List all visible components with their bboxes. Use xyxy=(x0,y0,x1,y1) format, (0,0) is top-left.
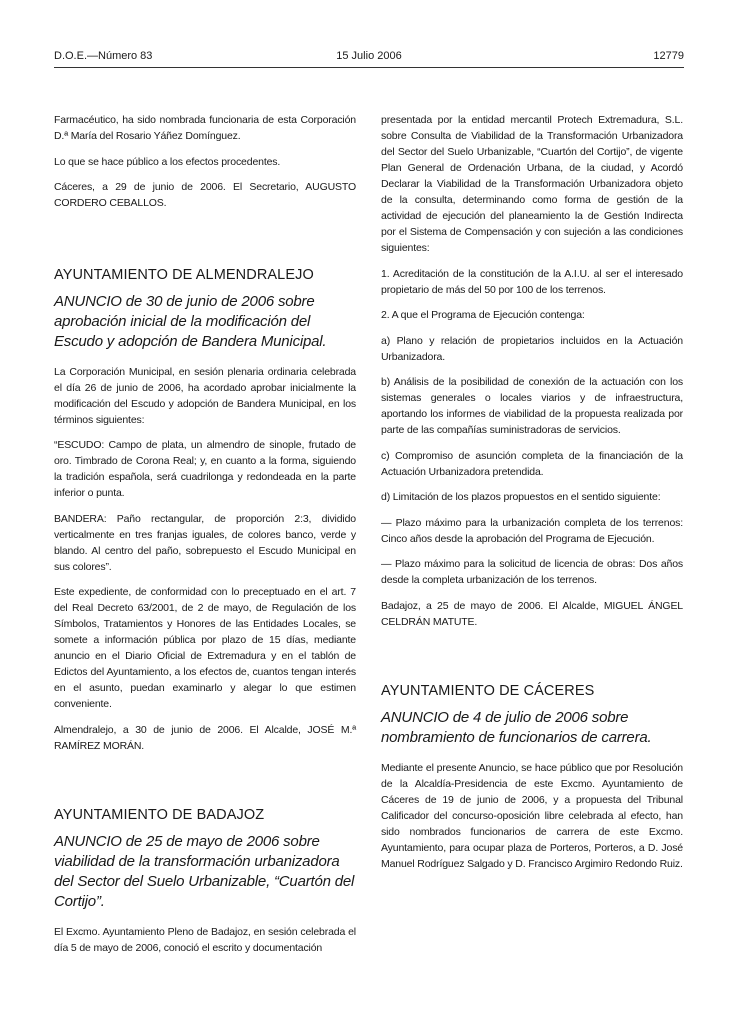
section-heading-badajoz: AYUNTAMIENTO DE BADAJOZ xyxy=(54,807,265,823)
section-heading-almendralejo: AYUNTAMIENTO DE ALMENDRALEJO xyxy=(54,266,314,283)
paragraph: Mediante el presente Anuncio, se hace público que por Resolución de la Alcaldía-Presidencia de este Excmo. Ayuntamiento de Cáceres de 19 de junio de 2006, y a propuesta del Tribunal Calificador del concurso-oposición libre celebrada al efecto, han sido nombrados funcionarios de carrera de este Excmo. Ayuntamiento, para ocupar plaza de Porteros, Porteros, a D. José Manuel Rodríguez Salgado y D. Francisco Argimiro Redondo Ruiz. xyxy=(381,762,683,870)
journal-issue: D.O.E.—Número 83 xyxy=(54,50,153,62)
paragraph: El Excmo. Ayuntamiento Pleno de Badajoz, en sesión celebrada el día 5 de mayo de 2006, conoció el escrito y documentación xyxy=(54,926,356,954)
list-item: c) Compromiso de asunción completa de la financiación de la Actuación Urbanizadora pretendida. xyxy=(381,449,683,478)
signature-paragraph: Badajoz, a 25 de mayo de 2006. El Alcalde, MIGUEL ÁNGEL CELDRÁN MATUTE. xyxy=(381,599,683,628)
announcement-title-badajoz: ANUNCIO de 25 de mayo de 2006 sobre viabilidad de la transformación urbanizadora del Sector del Suelo Urbanizable, “Cuartón del Cortijo”. xyxy=(54,833,355,910)
paragraph: La Corporación Municipal, en sesión plenaria ordinaria celebrada el día 26 de junio de 2006, ha acordado aprobar inicialmente la modificación del Escudo y adopción de Bandera Municipal, en los términos siguientes: xyxy=(54,365,356,426)
list-item: b) Análisis de la posibilidad de conexión de la actuación con los sistemas generales o locales viarios y de infraestructura, aportando los informes de viabilidad de la propuesta realizada por parte de las compañías suministradoras de servicios. xyxy=(381,376,683,436)
page-header xyxy=(54,50,684,66)
signature-paragraph: Almendralejo, a 30 de junio de 2006. El Alcalde, JOSÉ M.ª RAMÍREZ MORÁN. xyxy=(54,723,356,752)
paragraph: presentada por la entidad mercantil Protech Extremadura, S.L. sobre Consulta de Viabilidad de la Transformación Urbanizadora del Sector del Suelo Urbanizable, “Cuartón del Cortijo”, de vigente Plan General de Ordenación Urbana, de la ciudad, y Acordó Declarar la Viabilidad de la Transformación Urbanizadora objeto de la consulta, determinando como forma de gestión de la actividad de ejecución del planeamiento la de Gestión Indirecta por el Sistema de Compensación y con sujeción a las condiciones siguientes: xyxy=(381,114,683,254)
paragraph: “ESCUDO: Campo de plata, un almendro de sinople, frutado de oro. Timbrado de Corona Real; y, en cuanto a la forma, siguiendo la tradición española, será cuadrilonga y redondeada en la parte inferior o punta. xyxy=(54,439,356,499)
section-heading-caceres: AYUNTAMIENTO DE CÁCERES xyxy=(381,683,595,699)
list-item: d) Limitación de los plazos propuestos en el sentido siguiente: xyxy=(381,491,661,503)
header-divider xyxy=(54,67,684,68)
left-column xyxy=(54,112,356,966)
right-column xyxy=(381,112,683,882)
list-item: a) Plano y relación de propietarios incluidos en la Actuación Urbanizadora. xyxy=(381,334,683,363)
signature-paragraph: Cáceres, a 29 de junio de 2006. El Secretario, AUGUSTO CORDERO CEBALLOS. xyxy=(54,181,356,209)
publication-date: 15 Julio 2006 xyxy=(336,50,402,62)
paragraph: Farmacéutico, ha sido nombrada funcionaria de esta Corporación D.ª María del Rosario Yáñez Domínguez. xyxy=(54,114,356,142)
paragraph: 2. A que el Programa de Ejecución contenga: xyxy=(381,309,585,321)
announcement-title-almendralejo: ANUNCIO de 30 de junio de 2006 sobre aprobación inicial de la modificación del Escudo y adopción de Bandera Municipal. xyxy=(54,292,327,350)
paragraph: 1. Acreditación de la constitución de la A.I.U. al ser el interesado propietario de más del 50 por 100 de los terrenos. xyxy=(381,267,683,296)
announcement-title-caceres: ANUNCIO de 4 de julio de 2006 sobre nombramiento de funcionarios de carrera. xyxy=(381,709,652,746)
list-item: — Plazo máximo para la urbanización completa de los terrenos: Cinco años desde la aprobación del Programa de Ejecución. xyxy=(381,516,683,545)
paragraph: BANDERA: Paño rectangular, de proporción 2:3, dividido verticalmente en tres franjas iguales, de colores banco, verde y blando. Al centro del paño, sobrepuesto el Escudo Municipal en sus colores”. xyxy=(54,512,356,573)
list-item: — Plazo máximo para la solicitud de licencia de obras: Dos años desde la completa urbanización de los terrenos. xyxy=(381,558,683,586)
paragraph: Lo que se hace público a los efectos procedentes. xyxy=(54,155,281,168)
paragraph: Este expediente, de conformidad con lo preceptuado en el art. 7 del Real Decreto 63/2001, de 2 de mayo, de Regulación de los Símbolos, Tratamientos y Honores de las Entidades Locales, se somete a información pública por plazo de 15 días, mediante anuncio en el Diario Oficial de Extremadura y en el tablón de Edictos del Ayuntamiento, a los efectos de, cuantos tengan interés en el asunto, puedan examinarlo y alegar lo que estimen conveniente. xyxy=(54,586,356,710)
page-number: 12779 xyxy=(653,50,684,62)
